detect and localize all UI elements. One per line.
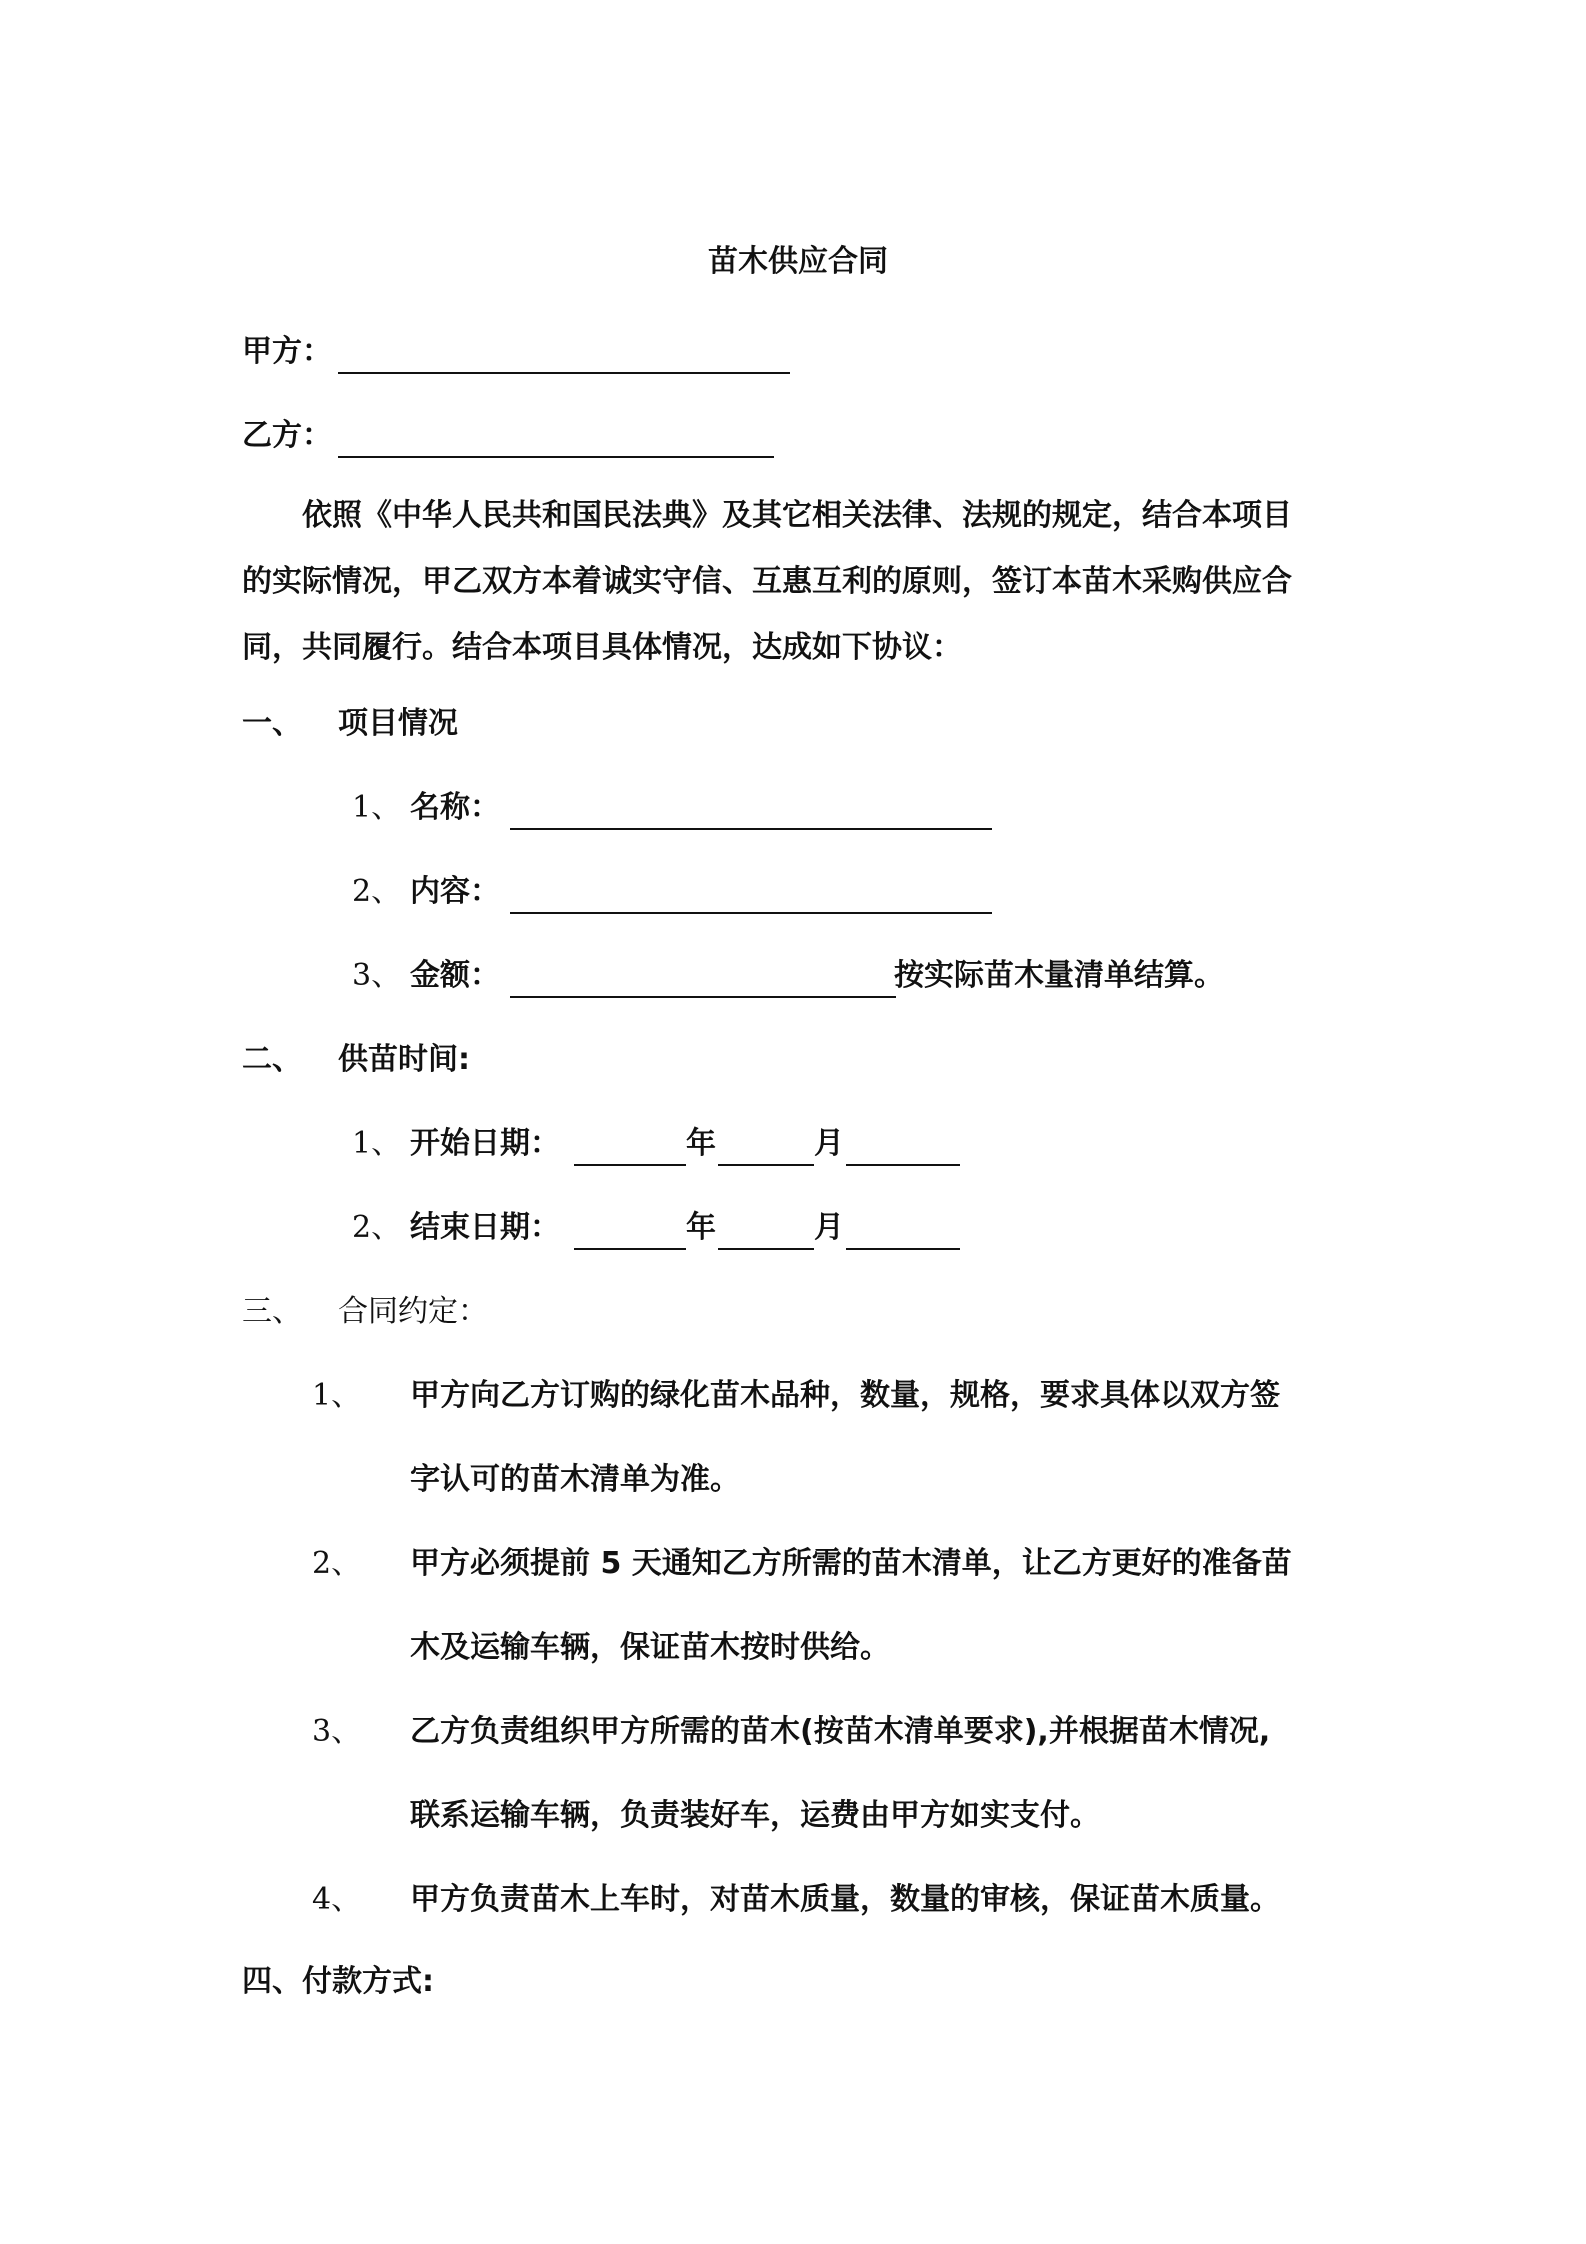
section-1-item-1-number: 1、	[352, 790, 402, 825]
section-2-item-2-number: 2、	[352, 1210, 402, 1245]
section-3-item-2-line-1: 甲方必须提前 5 天通知乙方所需的苗木清单，让乙方更好的准备苗	[410, 1546, 1292, 1581]
end-month-label: 月	[814, 1210, 844, 1245]
party-b-blank	[338, 456, 774, 458]
section-2-item-2-label: 结束日期：	[410, 1210, 560, 1245]
end-year-label: 年	[686, 1210, 716, 1245]
section-3-item-1-number: 1、	[312, 1378, 362, 1413]
section-2-number: 二、	[242, 1042, 302, 1077]
section-3-heading: 合同约定：	[338, 1294, 488, 1329]
section-2-heading: 供苗时间:	[338, 1042, 470, 1077]
section-1-item-3-number: 3、	[352, 958, 402, 993]
section-1-item-3-suffix: 按实际苗木量清单结算。	[894, 958, 1224, 993]
section-3-item-3-line-2: 联系运输车辆，负责装好车，运费由甲方如实支付。	[410, 1798, 1100, 1833]
section-3-item-3-number: 3、	[312, 1714, 362, 1749]
section-2-item-1-number: 1、	[352, 1126, 402, 1161]
start-day-blank	[846, 1164, 960, 1166]
section-3-item-4-line-1: 甲方负责苗木上车时，对苗木质量，数量的审核，保证苗木质量。	[410, 1882, 1280, 1917]
section-3-item-2-number: 2、	[312, 1546, 362, 1581]
end-month-blank	[718, 1248, 814, 1250]
end-day-blank	[846, 1248, 960, 1250]
section-3-item-3-line-1: 乙方负责组织甲方所需的苗木(按苗木清单要求),并根据苗木情况,	[410, 1714, 1271, 1749]
section-1-item-2-blank	[510, 912, 992, 914]
section-1-item-1-label: 名称：	[410, 790, 500, 825]
section-3-item-2-line-2: 木及运输车辆，保证苗木按时供给。	[410, 1630, 890, 1665]
document-title: 苗木供应合同	[708, 244, 888, 279]
intro-line-1: 依照《中华人民共和国民法典》及其它相关法律、法规的规定，结合本项目	[302, 498, 1292, 533]
section-3-item-4-number: 4、	[312, 1882, 362, 1917]
intro-line-2: 的实际情况，甲乙双方本着诚实守信、互惠互利的原则，签订本苗木采购供应合	[242, 564, 1292, 599]
section-3-item-1-line-1: 甲方向乙方订购的绿化苗木品种，数量，规格，要求具体以双方签	[410, 1378, 1280, 1413]
end-year-blank	[574, 1248, 686, 1250]
start-year-blank	[574, 1164, 686, 1166]
section-1-item-1-blank	[510, 828, 992, 830]
start-month-blank	[718, 1164, 814, 1166]
section-1-item-3-blank	[510, 996, 896, 998]
party-a-label: 甲方：	[242, 334, 332, 369]
section-1-item-2-number: 2、	[352, 874, 402, 909]
section-3-item-1-line-2: 字认可的苗木清单为准。	[410, 1462, 740, 1497]
section-1-item-3-label: 金额：	[410, 958, 500, 993]
section-1-number: 一、	[242, 706, 302, 741]
section-1-item-2-label: 内容：	[410, 874, 500, 909]
party-a-blank	[338, 372, 790, 374]
section-2-item-1-label: 开始日期：	[410, 1126, 560, 1161]
section-1-heading: 项目情况	[338, 706, 458, 741]
section-3-number: 三、	[242, 1294, 302, 1329]
section-4-heading: 四、付款方式:	[242, 1964, 434, 1999]
intro-line-3: 同，共同履行。结合本项目具体情况，达成如下协议：	[242, 630, 962, 665]
start-month-label: 月	[814, 1126, 844, 1161]
start-year-label: 年	[686, 1126, 716, 1161]
party-b-label: 乙方：	[242, 418, 332, 453]
